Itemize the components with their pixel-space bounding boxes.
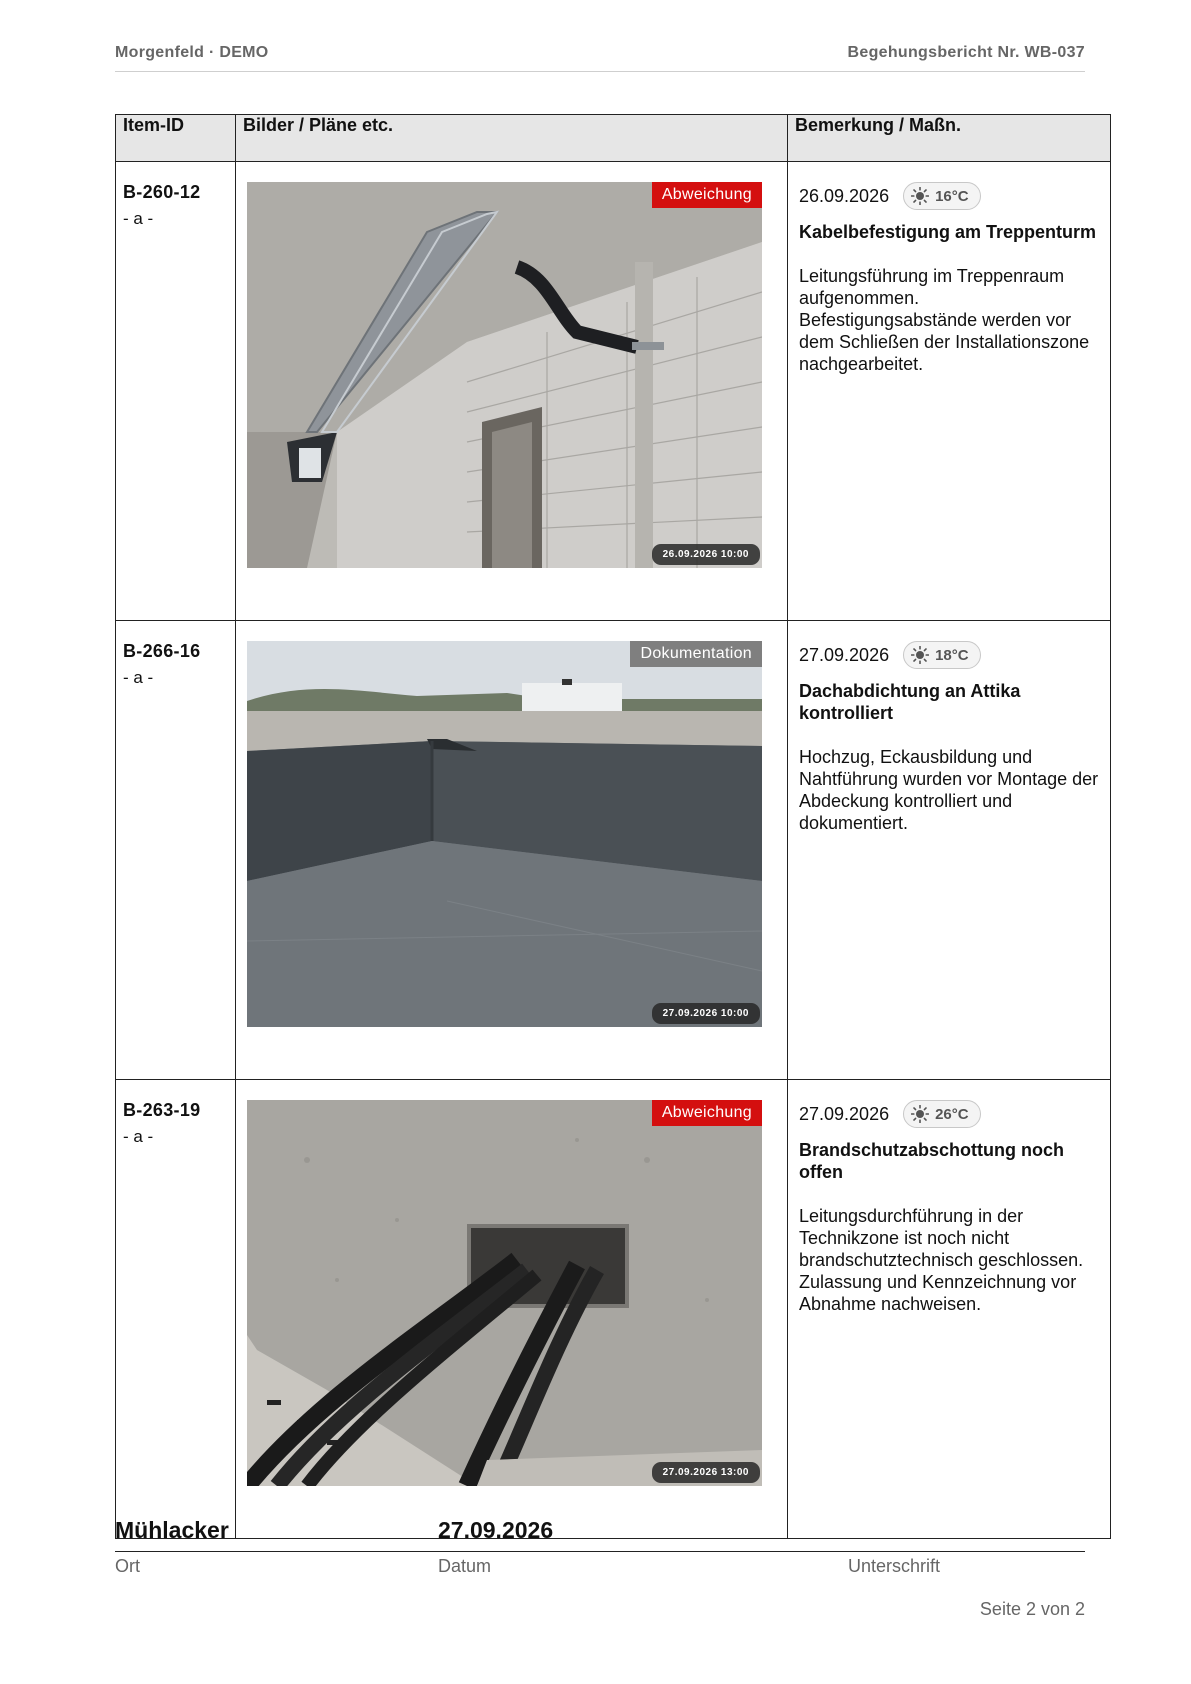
column-header-remarks: Bemerkung / Maßn. [788,115,1111,162]
remark-date: 27.09.2026 [799,644,890,665]
item-id: B-260-12 [123,182,201,202]
corridor-photo-graphic [247,182,762,568]
page-header [115,44,1085,72]
status-badge: Dokumentation [630,641,762,667]
item-sub-id: - a - [123,668,154,687]
item-id: B-266-16 [123,641,201,661]
image-cell [236,1080,788,1539]
remark-date: 26.09.2026 [799,185,890,206]
signature-footer [115,1517,1085,1619]
temperature: 16°C [935,187,969,205]
remark-text: Leitungsführung im Treppenraum aufgenommen. Befestigungsabstände werden vor dem Schließen der Installationszone nachgearbeitet. [799,266,1090,374]
photo-timestamp: 27.09.2026 10:00 [652,1003,760,1024]
report-number: Begehungsbericht Nr. WB-037 [847,44,1085,61]
place-label: Ort [115,1556,140,1576]
remark-title: Brandschutzabschottung noch offen [799,1140,1064,1182]
date-label: Datum [438,1556,492,1576]
weather-chip [903,1100,981,1128]
weather-chip [903,641,981,669]
remark-cell [788,1080,1111,1539]
site-photo-penetration[interactable] [247,1100,762,1486]
photo-timestamp: 27.09.2026 13:00 [652,1462,760,1483]
image-cell [236,162,788,621]
signature-line [115,1517,1085,1552]
place-value: Mühlacker [115,1517,229,1543]
site-photo-corridor[interactable] [247,182,762,568]
table-header-row [116,115,1111,162]
photo-timestamp: 26.09.2026 10:00 [652,544,760,565]
column-header-images: Bilder / Pläne etc. [236,115,788,162]
image-cell [236,621,788,1080]
item-id-cell [116,162,236,621]
sun-icon [911,187,929,205]
penetration-photo-graphic [247,1100,762,1486]
inspection-table [115,114,1111,1539]
weather-chip [903,182,981,210]
status-badge: Abweichung [652,182,762,208]
remark-title: Dachabdichtung an Attika kontrolliert [799,681,1021,723]
temperature: 26°C [935,1105,969,1123]
table-row [116,1080,1111,1539]
item-id-cell [116,621,236,1080]
item-id-cell [116,1080,236,1539]
remark-cell [788,162,1111,621]
site-photo-roof[interactable] [247,641,762,1027]
roof-photo-graphic [247,641,762,1027]
sun-icon [911,646,929,664]
column-header-item-id: Item-ID [116,115,236,162]
remark-text: Leitungsdurchführung in der Technikzone ist noch nicht brandschutztechnisch geschlossen. Zulassung und Kennzeichnung vor Abnahme nachweisen. [799,1206,1084,1314]
sun-icon [911,1105,929,1123]
item-id: B-263-19 [123,1100,201,1120]
remark-text: Hochzug, Eckausbildung und Nahtführung wurden vor Montage der Abdeckung kontrolliert und dokumentiert. [799,747,1099,833]
table-row [116,621,1111,1080]
remark-cell [788,621,1111,1080]
date-value: 27.09.2026 [438,1517,554,1543]
temperature: 18°C [935,646,969,664]
item-sub-id: - a - [123,1127,154,1146]
status-badge: Abweichung [652,1100,762,1126]
table-row [116,162,1111,621]
page-number: Seite 2 von 2 [979,1599,1085,1619]
company-name: Morgenfeld · DEMO [115,44,269,61]
signature-label: Unterschrift [848,1556,941,1576]
remark-title: Kabelbefestigung am Treppenturm [799,222,1097,242]
item-sub-id: - a - [123,209,154,228]
remark-date: 27.09.2026 [799,1103,890,1124]
